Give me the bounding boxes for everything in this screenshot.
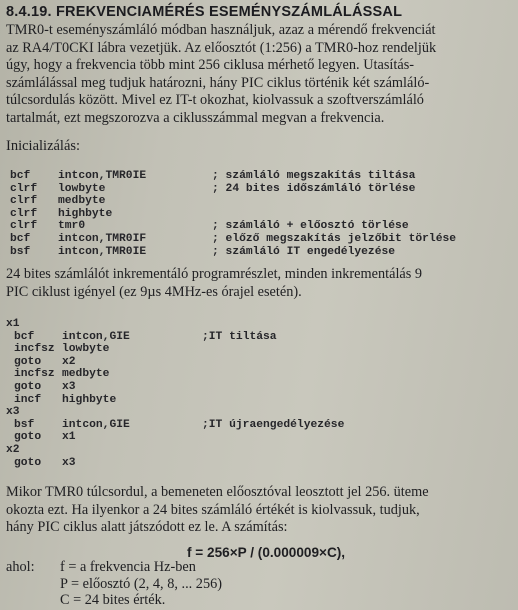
- mid-line: PIC ciklust igényel (ez 9µs 4MHz-es órajel esetén).: [6, 283, 302, 300]
- intro-line: túlcsordulás között. Mivel ez IT-t okozhat, kiolvassuk a szoftverszámláló: [6, 92, 424, 109]
- overflow-line: okozta ezt. Ha ilyenkor a 24 bites számláló értékét is kiolvassuk, tudjuk,: [6, 501, 420, 518]
- code-op: bcf: [10, 232, 31, 245]
- code-arg: intcon,TMR0IE: [58, 170, 147, 182]
- code-arg: lowbyte: [62, 343, 110, 356]
- intro-line: az RA4/T0CKI lábra vezetjük. Az előosztót (1:256) a TMR0-hoz rendeljük: [6, 39, 437, 56]
- code-comment: ;IT tiltása: [202, 330, 277, 343]
- code-comment: ; 24 bites időszámláló törlése: [212, 182, 416, 195]
- code-arg: intcon,GIE: [62, 418, 130, 431]
- definition-value: f = a frekvencia Hz-ben: [60, 559, 196, 575]
- code-arg: intcon,TMR0IE: [58, 245, 147, 258]
- intro-line: úgy, hogy a frekvencia több mint 256 ciklusa mérhető legyen. Utasítás-: [6, 57, 415, 74]
- intro-line: számlálással meg tudjuk határozni, hány PIC ciklus történik két számláló-: [6, 74, 430, 91]
- section-heading: 8.4.19. FREKVENCIAMÉRÉS ESEMÉNYSZÁMLÁLÁSSAL: [6, 4, 403, 20]
- code-label: x2: [6, 443, 20, 456]
- code-op: goto: [14, 456, 42, 469]
- definition-key: ahol:: [6, 559, 35, 575]
- code-op: bcf: [14, 330, 35, 343]
- code-arg: lowbyte: [58, 182, 106, 195]
- overflow-line: hány PIC ciklus alatt játszódott ez le. A számítás:: [6, 519, 288, 536]
- code-label: x1: [6, 318, 20, 330]
- code-op: bsf: [14, 418, 35, 431]
- code-op: bcf: [10, 170, 31, 182]
- code-comment: ; számláló IT engedélyezése: [212, 245, 396, 258]
- code-op: bsf: [10, 245, 31, 258]
- increment-paragraph: [6, 266, 422, 301]
- code-op: goto: [14, 431, 42, 444]
- definition-value: P = előosztó (2, 4, 8, ... 256): [60, 575, 223, 592]
- code-comment: ;IT újraengedélyezése: [202, 418, 345, 431]
- code-arg: highbyte: [58, 207, 113, 220]
- code-op: clrf: [10, 195, 38, 208]
- code-op: incfsz: [14, 343, 55, 356]
- intro-line: tartalmát, ezt megszorozva a ciklusszámmal megvan a frekvencia.: [6, 109, 385, 126]
- code-comment: ; előző megszakítás jelzőbit törlése: [212, 232, 457, 245]
- code-op: goto: [14, 380, 42, 393]
- code-arg: intcon,TMR0IF: [58, 232, 147, 245]
- mid-line: 24 bites számlálót inkrementáló programrészlet, minden inkrementálás 9: [6, 266, 423, 282]
- code-arg: medbyte: [62, 368, 110, 381]
- code-op: clrf: [10, 220, 38, 233]
- code-op: incf: [14, 393, 42, 406]
- code-op: goto: [14, 355, 42, 368]
- frequency-formula: f = 256×P / (0.000009×C),: [187, 545, 346, 560]
- intro-line: TMR0-t eseményszámláló módban használjuk, azaz a mérendő frekvenciát: [6, 22, 436, 38]
- code-arg: x2: [62, 355, 76, 368]
- code-arg: intcon,GIE: [62, 330, 130, 343]
- code-comment: ; számláló + előosztó törlése: [212, 220, 409, 233]
- code-arg: highbyte: [62, 393, 117, 406]
- overflow-paragraph: [6, 484, 429, 537]
- code-op: incfsz: [14, 368, 55, 381]
- code-op: clrf: [10, 182, 38, 195]
- code-label: x3: [6, 406, 20, 419]
- code-arg: tmr0: [58, 220, 86, 233]
- intro-paragraph: [6, 22, 436, 128]
- code-arg: x1: [62, 431, 76, 444]
- code-arg: x3: [62, 456, 76, 469]
- code-op: clrf: [10, 207, 38, 220]
- code-arg: medbyte: [58, 195, 106, 208]
- overflow-line: Mikor TMR0 túlcsordul, a bemeneten előosztóval leosztott jel 256. üteme: [6, 484, 429, 500]
- code-comment: ; számláló megszakítás tiltása: [212, 170, 416, 182]
- definition-value: C = 24 bites érték.: [60, 592, 166, 609]
- init-label: Inicializálás:: [6, 138, 81, 154]
- code-arg: x3: [62, 380, 76, 393]
